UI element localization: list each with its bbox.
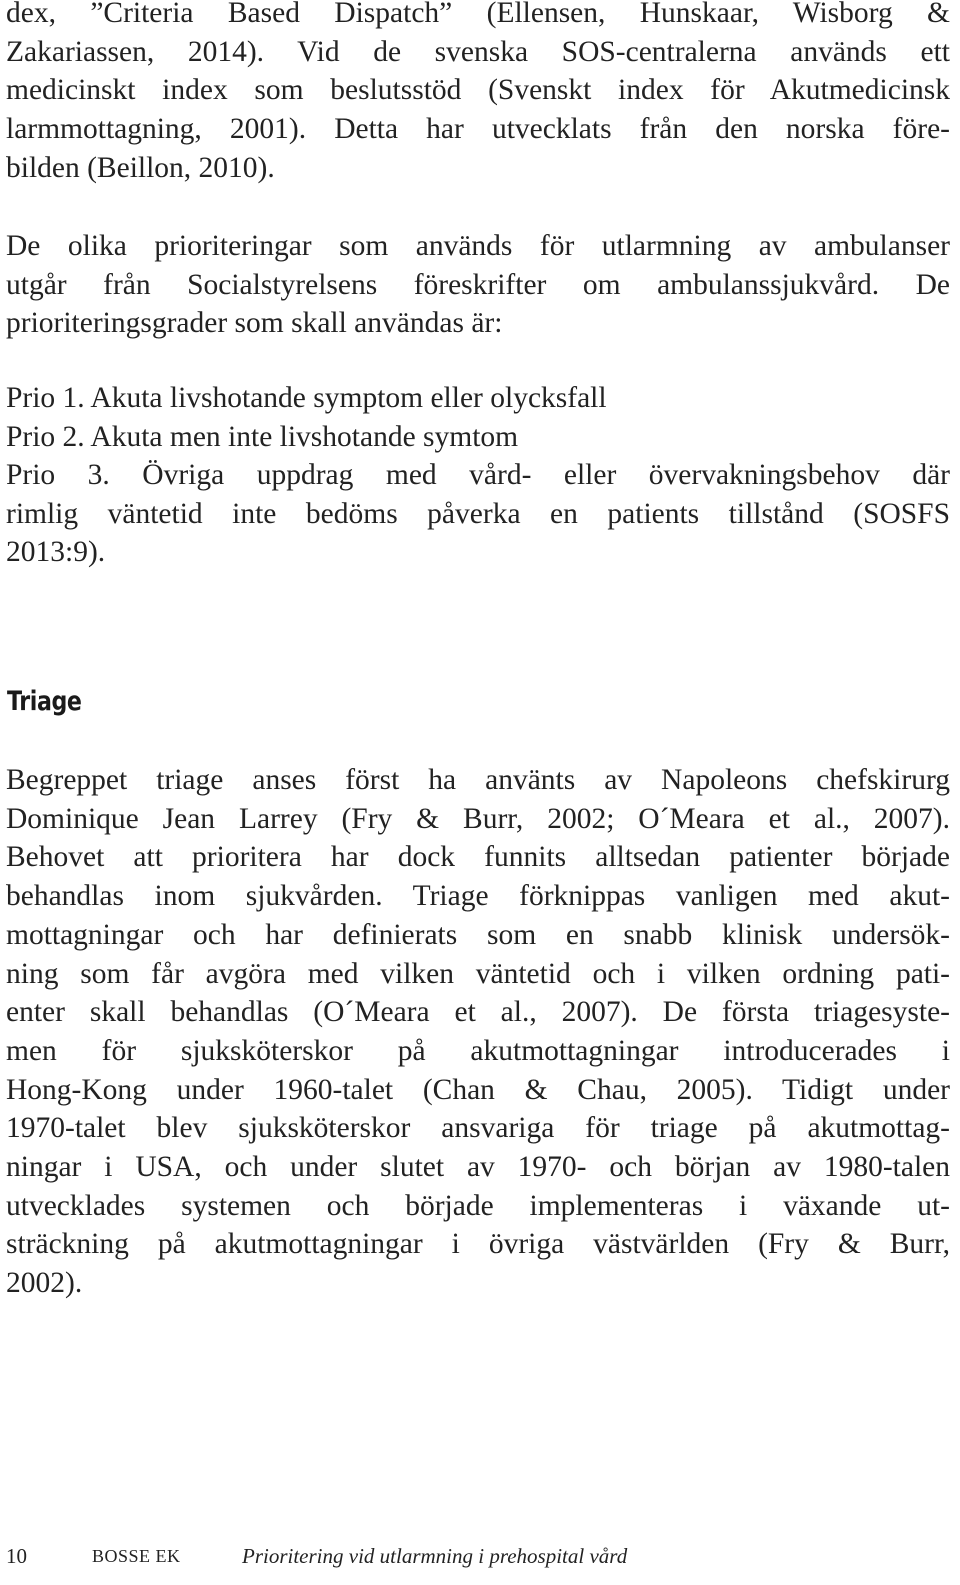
priority-item-3: Prio 3. Övriga uppdrag med vård- eller övervakningsbehov där xyxy=(6,459,950,491)
text-line: De olika prioriteringar som används för utlarmning av ambulanser xyxy=(6,230,950,262)
text-line: Hong-Kong under 1960-talet (Chan & Chau, 2005). Tidigt under xyxy=(6,1073,950,1106)
priority-item-3-continued: 2013:9). xyxy=(6,536,106,568)
text-line: 1970-talet blev sjuksköterskor ansvariga för triage på akutmottag- xyxy=(6,1112,950,1145)
section-heading-triage: Triage xyxy=(7,686,82,717)
text-line: sträckning på akutmottagningar i övriga västvärlden (Fry & Burr, xyxy=(6,1228,950,1261)
text-line: Behovet att prioritera har dock funnits alltsedan patienter började xyxy=(6,841,950,874)
text-line: prioriteringsgrader som skall användas är: xyxy=(6,307,503,340)
text-line: Dominique Jean Larrey (Fry & Burr, 2002; O´Meara et al., 2007). xyxy=(6,802,950,835)
text-line: men för sjuksköterskor på akutmottagningar introducerades i xyxy=(6,1034,950,1067)
paragraph-triage xyxy=(6,761,950,1303)
text-line: ning som får avgöra med vilken väntetid och i vilken ordning pati- xyxy=(6,957,950,990)
priority-item-3-continued: rimlig väntetid inte bedöms påverka en patients tillstånd (SOSFS xyxy=(6,497,950,530)
text-line: ningar i USA, och under slutet av 1970- och början av 1980-talen xyxy=(6,1151,950,1184)
priority-item-1: Prio 1. Akuta livshotande symptom eller olycksfall xyxy=(6,382,607,414)
page-footer xyxy=(0,1538,960,1574)
text-line: mottagningar och har definierats som en snabb klinisk undersök- xyxy=(6,918,950,951)
text-line: bilden (Beillon, 2010). xyxy=(6,151,275,184)
text-line: utgår från Socialstyrelsens föreskrifter om ambulanssjukvård. De xyxy=(6,268,950,301)
paragraph-dispatch-index xyxy=(6,0,950,188)
text-line: 2002). xyxy=(6,1267,83,1300)
text-line: enter skall behandlas (O´Meara et al., 2007). De första triagesyste- xyxy=(6,996,950,1029)
text-line: medicinskt index som beslutsstöd (Svenskt index för Akutmedicinsk xyxy=(6,74,950,107)
text-line: Begreppet triage anses först ha använts av Napoleons chefskirurg xyxy=(6,764,950,796)
priority-item-2: Prio 2. Akuta men inte livshotande symtom xyxy=(6,420,519,453)
paragraph-priorities-intro xyxy=(6,227,950,343)
text-line: behandlas inom sjukvården. Triage förknippas vanligen med akut- xyxy=(6,880,950,913)
text-line: dex, ”Criteria Based Dispatch” (Ellensen, Hunskaar, Wisborg & xyxy=(6,0,950,29)
footer-author: BOSSE EK xyxy=(92,1546,181,1566)
text-line: utvecklades systemen och började implementeras i växande ut- xyxy=(6,1189,950,1222)
text-line: larmmottagning, 2001). Detta har utvecklats från den norska före- xyxy=(6,113,950,146)
footer-title: Prioritering vid utlarmning i prehospital vård xyxy=(242,1544,628,1568)
priority-list xyxy=(6,379,950,572)
text-line: Zakariassen, 2014). Vid de svenska SOS-centralerna används ett xyxy=(6,35,950,68)
page-number: 10 xyxy=(6,1544,27,1568)
